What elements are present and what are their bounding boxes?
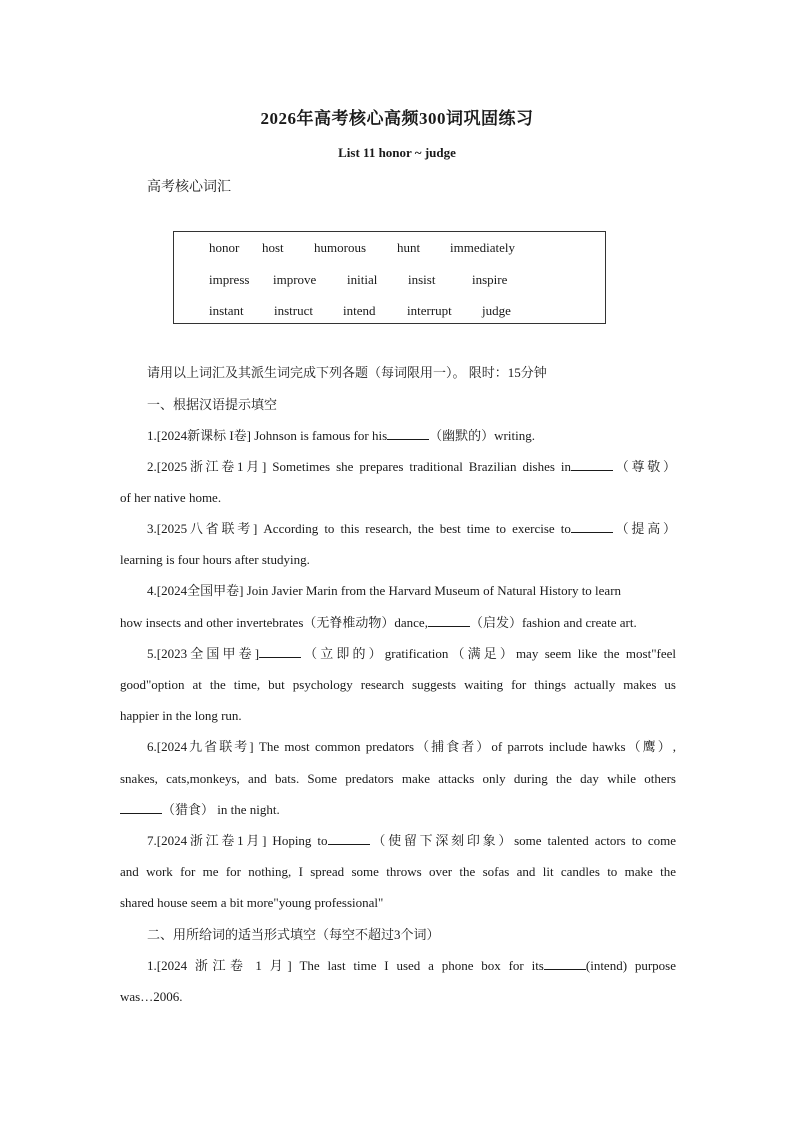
part2-question-1-cont: was…2006.	[120, 989, 183, 1004]
section-label: 高考核心词汇	[147, 180, 231, 195]
answer-blank[interactable]	[387, 427, 429, 440]
vocab-word: hunt	[397, 240, 421, 255]
question-7: 7.[2024浙江卷1月] Hoping to （使留下深刻印象）some talented actors to come	[147, 833, 677, 848]
question-3: 3.[2025八省联考] According to this research, the best time to exercise to （提高）	[147, 521, 676, 536]
vocab-word: inspire	[472, 272, 508, 287]
question-2-cont: of her native home.	[120, 490, 222, 505]
answer-blank[interactable]	[259, 645, 301, 658]
vocabulary-box	[173, 231, 606, 324]
vocab-word: intend	[343, 303, 376, 318]
question-3-cont: learning is four hours after studying.	[120, 552, 310, 567]
question-6: 6.[2024九省联考] The most common predators（捕食者）of parrots include hawks（鹰）,	[147, 739, 676, 754]
question-4-cont: how insects and other invertebrates（无脊椎动物）dance, （启发）fashion and create art.	[120, 615, 637, 630]
answer-blank[interactable]	[571, 458, 613, 471]
question-6-cont: snakes, cats,monkeys, and bats. Some predators make attacks only during the day while others	[120, 771, 676, 786]
vocab-word: initial	[347, 272, 378, 287]
vocab-word: immediately	[450, 240, 515, 255]
page-title: 2026年高考核心高频300词巩固练习	[260, 109, 534, 128]
vocab-word: insist	[408, 272, 436, 287]
answer-blank[interactable]	[120, 801, 162, 814]
question-6-cont: （猎食） in the night.	[120, 801, 676, 819]
question-7-cont: and work for me for nothing, I spread some throws over the sofas and lit candles to make the	[120, 864, 676, 879]
vocab-word: judge	[482, 303, 511, 318]
vocab-word: host	[262, 240, 284, 255]
question-1: 1.[2024新课标 I卷] Johnson is famous for his （幽默的）writing.	[147, 428, 535, 443]
answer-blank[interactable]	[328, 832, 370, 845]
instructions: 请用以上词汇及其派生词完成下列各题（每词限用一）。 限时：15分钟	[147, 365, 547, 380]
part2-question-1: 1.[2024 浙江卷 1 月] The last time I used a phone box for its (intend) purpose	[147, 958, 677, 973]
answer-blank[interactable]	[428, 614, 470, 627]
answer-blank[interactable]	[571, 520, 613, 533]
vocab-word: instruct	[274, 303, 313, 318]
vocab-word: interrupt	[407, 303, 452, 318]
question-2: 2.[2025浙江卷1月] Sometimes she prepares traditional Brazilian dishes in （尊敬）	[147, 459, 676, 474]
question-5-cont: happier in the long run.	[120, 708, 242, 723]
part1-heading: 一、根据汉语提示填空	[147, 397, 278, 412]
vocab-word: improve	[273, 272, 317, 287]
answer-blank[interactable]	[544, 957, 586, 970]
vocab-word: impress	[209, 272, 250, 287]
page-subtitle: List 11 honor ~ judge	[338, 145, 456, 160]
vocab-word: honor	[209, 240, 240, 255]
question-5-cont: good"option at the time, but psychology research suggests waiting for things actually makes us	[120, 677, 676, 692]
question-5: 5.[2023全国甲卷] （立即的）gratification（满足）may seem like the most"feel	[147, 646, 676, 661]
part2-heading: 二、用所给词的适当形式填空（每空不超过3个词）	[147, 927, 440, 942]
vocab-word: humorous	[314, 240, 366, 255]
vocab-word: instant	[209, 303, 244, 318]
question-7-cont: shared house seem a bit more"young professional"	[120, 895, 384, 910]
question-4: 4.[2024全国甲卷] Join Javier Marin from the Harvard Museum of Natural History to learn	[147, 583, 622, 598]
